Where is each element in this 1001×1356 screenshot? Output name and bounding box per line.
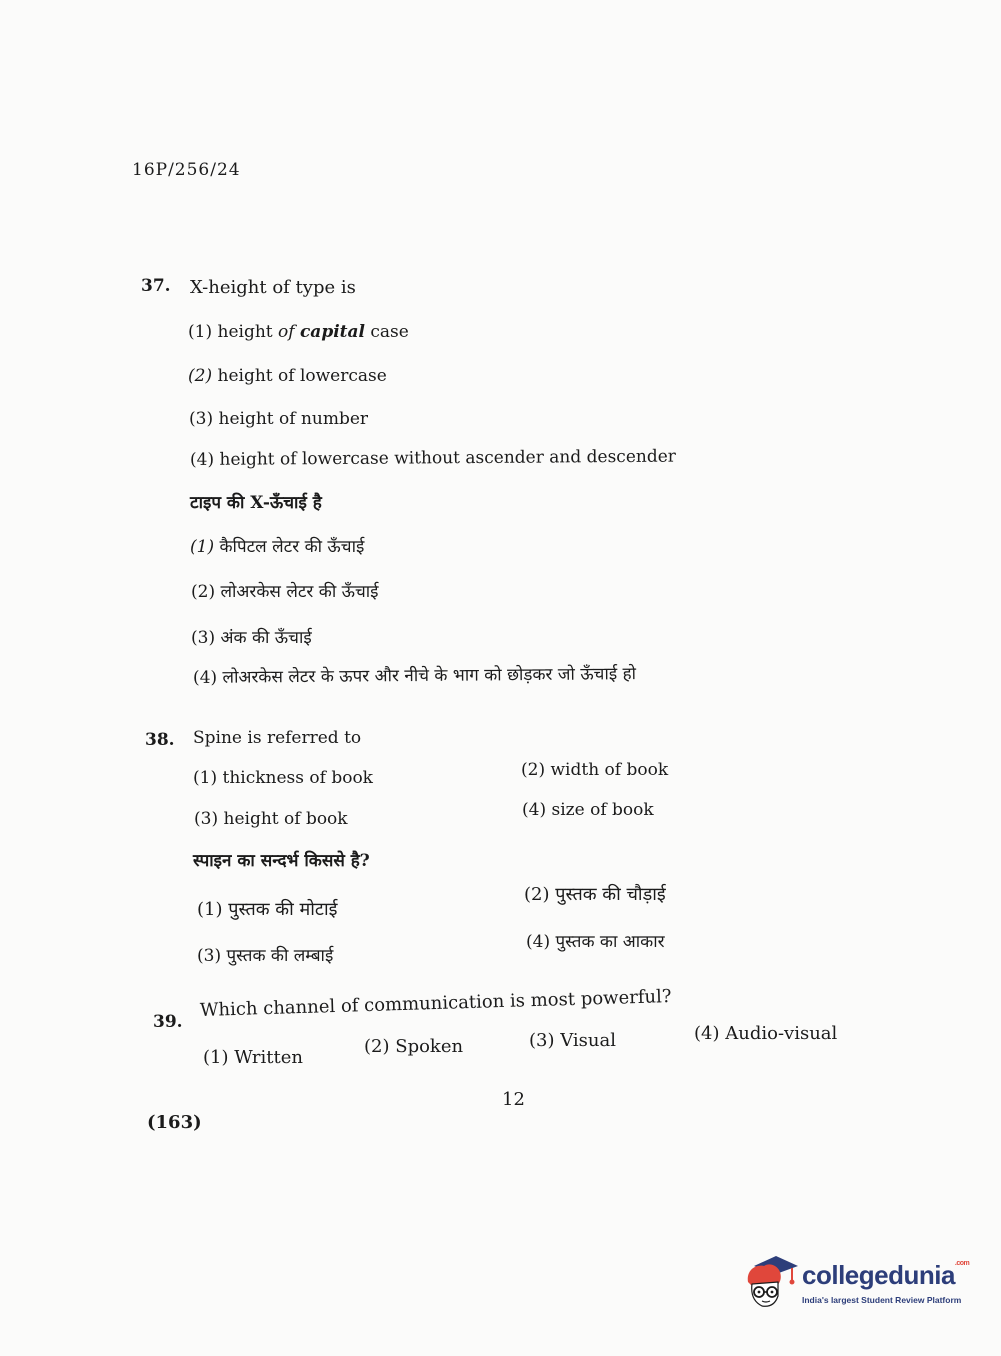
q38-option-1: (1) thickness of book xyxy=(193,768,373,788)
question-37-number: 37. xyxy=(141,276,171,296)
paper-code: 16P/256/24 xyxy=(132,160,241,180)
q37-option-3: (3) height of number xyxy=(189,409,369,429)
q39-option-2: (2) Spoken xyxy=(364,1036,464,1057)
q38-option-3: (3) height of book xyxy=(194,809,348,829)
brand-name: collegedunia$^{.com}$ xyxy=(802,1260,970,1290)
brand-tagline: India's largest Student Review Platform xyxy=(802,1295,962,1305)
q37-hindi-option-3: (3) अंक की ऊँचाई xyxy=(191,628,312,648)
q38-option-2: (2) width of book xyxy=(521,760,669,780)
page-number: 12 xyxy=(502,1089,525,1110)
question-38-text: Spine is referred to xyxy=(193,728,362,748)
q38-hindi-option-3: (3) पुस्तक की लम्बाई xyxy=(197,946,334,966)
q37-hindi-option-1: (1) कैपिटल लेटर की ऊँचाई xyxy=(190,537,365,557)
collegedunia-logo xyxy=(740,1252,970,1312)
q38-hindi-option-1: (1) पुस्तक की मोटाई xyxy=(197,899,338,920)
question-39-number: 39. xyxy=(153,1012,183,1032)
q37-hindi-option-2: (2) लोअरकेस लेटर की ऊँचाई xyxy=(191,582,379,602)
booklet-code: (163) xyxy=(147,1112,202,1133)
q37-hindi-option-4: (4) लोअरकेस लेटर के ऊपर और नीचे के भाग को छोड़कर जो ऊँचाई हो xyxy=(192,664,637,688)
q38-hindi-option-4: (4) पुस्तक का आकार xyxy=(526,932,665,952)
q37-option-1: (1) height of capital case xyxy=(188,322,409,342)
question-37-text: X-height of type is xyxy=(190,277,356,298)
q39-option-3: (3) Visual xyxy=(529,1030,616,1051)
student-mascot-icon xyxy=(740,1252,800,1312)
question-39-text: Which channel of communication is most powerful? xyxy=(199,986,672,1021)
q38-hindi-option-2: (2) पुस्तक की चौड़ाई xyxy=(524,884,666,905)
q39-option-4: (4) Audio-visual xyxy=(694,1023,838,1044)
q38-hindi-text: स्पाइन का सन्दर्भ किससे है? xyxy=(193,851,370,871)
q39-option-1: (1) Written xyxy=(203,1047,303,1068)
q38-option-4: (4) size of book xyxy=(522,800,654,820)
q37-hindi-text: टाइप की X-ऊँचाई है xyxy=(190,493,322,513)
q37-option-2: (2) height of lowercase xyxy=(188,366,387,386)
question-38-number: 38. xyxy=(145,730,175,750)
q37-option-4: (4) height of lowercase without ascender and descender xyxy=(189,446,676,470)
